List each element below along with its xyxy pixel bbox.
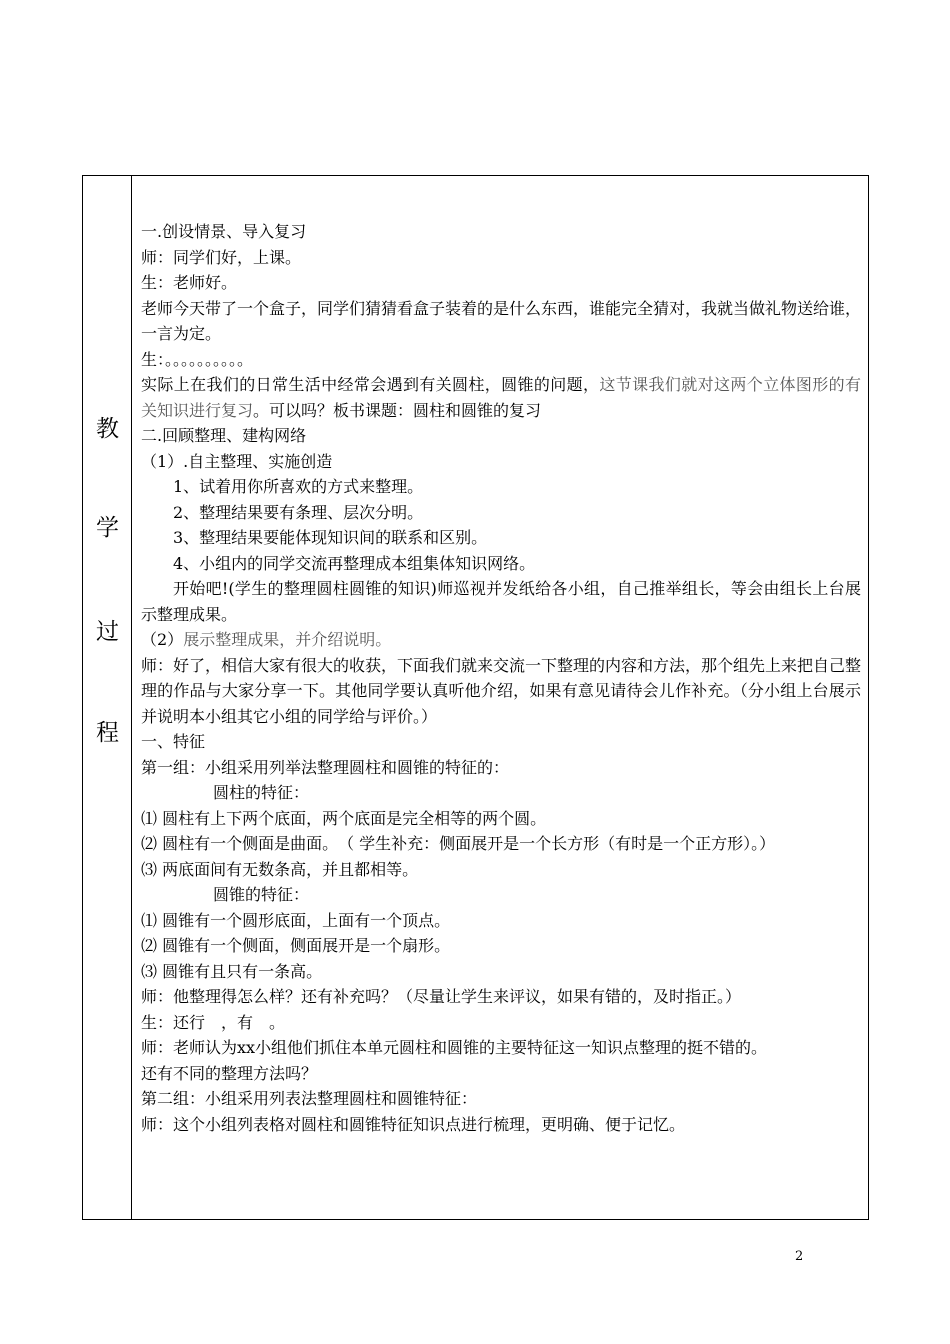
dialogue-line: 生：。。。。。。。。。。: [141, 349, 254, 369]
paragraph: 第一组：小组采用列举法整理圆柱和圆锥的特征的：: [141, 757, 510, 777]
list-item: ⑶ 圆锥有且只有一条高。: [141, 961, 323, 981]
section-label-column: [83, 176, 132, 1219]
heading-intro: 一.创设情景、导入复习: [141, 222, 307, 241]
heading-review: 二.回顾整理、建构网络: [141, 426, 307, 445]
list-item: 3、整理结果要能体现知识间的联系和区别。: [173, 528, 488, 547]
dialogue-line: 生：还行 ，有 。: [141, 1012, 286, 1032]
paragraph: 老师今天带了一个盒子，同学们猜猜看盒子装着的是什么东西，谁能完全猜对，我就当做礼物送给谁，一言为定。: [141, 298, 862, 343]
content-column: [132, 176, 868, 1219]
dialogue-line: 师：他整理得怎么样？还有补充吗？（尽量让学生来评议，如果有错的，及时指正。）: [141, 987, 742, 1006]
list-item: ⑴ 圆柱有上下两个底面，两个底面是完全相等的两个圆。: [141, 808, 547, 828]
subheading: 圆锥的特征：: [213, 885, 310, 904]
heading-features: 一、特征: [141, 732, 206, 751]
lesson-table: [82, 175, 869, 1220]
dialogue-line: 师：这个小组列表格对圆柱和圆锥特征知识点进行梳理，更明确、便于记忆。: [141, 1114, 686, 1134]
section-label-char: 程: [96, 720, 119, 746]
list-item: ⑴ 圆锥有一个圆形底面，上面有一个顶点。: [141, 910, 451, 930]
text-run: 。可以吗？板书课题：圆柱和圆锥的复习: [253, 400, 542, 420]
list-item: 2、整理结果要有条理、层次分明。: [173, 502, 424, 522]
paragraph: 第二组：小组采用列表法整理圆柱和圆锥特征：: [141, 1089, 478, 1108]
text-run: 展示整理成果，并介绍说明。: [183, 630, 392, 649]
dialogue-line: 生：老师好。: [141, 273, 238, 292]
list-item: 1、试着用你所喜欢的方式来整理。: [173, 477, 424, 496]
subheading: [141, 627, 861, 653]
section-label-char: 过: [96, 619, 119, 645]
dialogue-line: 师：老师认为xx小组他们抓住本单元圆柱和圆锥的主要特征这一知识点整理的挺不错的。: [141, 1038, 768, 1057]
paragraph: 师：好了，相信大家有很大的收获，下面我们就来交流一下整理的内容和方法，那个组先上来把自己整理的作品与大家分享一下。其他同学要认真听他介绍，如果有意见请待会儿作补充。（分小组上台展示并说明本小组其它小组的同学给与评价。）: [141, 655, 862, 726]
lesson-content: [141, 219, 861, 1137]
list-item: ⑶ 两底面间有无数条高，并且都相等。: [141, 859, 419, 879]
list-item: ⑵ 圆锥有一个侧面，侧面展开是一个扇形。: [141, 936, 451, 955]
paragraph: 开始吧!(学生的整理圆柱圆锥的知识)师巡视并发纸给各小组，自己推举组长，等会由组长上台展示整理成果。: [141, 579, 861, 624]
text-run: 实际上在我们的日常生活中经常会遇到有关圆柱，圆锥的问题，: [141, 375, 600, 394]
section-label-char: 教: [96, 416, 119, 442]
subheading: 圆柱的特征：: [213, 783, 310, 802]
list-item: ⑵ 圆柱有一个侧面是曲面。 （ 学生补充：侧面展开是一个长方形（有时是一个正方形）。）: [141, 834, 776, 853]
page-number: 2: [795, 1249, 804, 1264]
paragraph: [141, 372, 861, 423]
list-item: 4、小组内的同学交流再整理成本组集体知识网络。: [173, 553, 536, 573]
text-run: （2）: [141, 630, 184, 649]
paragraph: 还有不同的整理方法吗？: [141, 1063, 318, 1083]
subheading: （1）.自主整理、实施创造: [141, 451, 333, 471]
dialogue-line: 师：同学们好，上课。: [141, 247, 302, 267]
section-label-char: 学: [96, 515, 119, 541]
text-run: 这节课我们就对这两个立体图形的有关知识进行复习: [141, 375, 861, 420]
